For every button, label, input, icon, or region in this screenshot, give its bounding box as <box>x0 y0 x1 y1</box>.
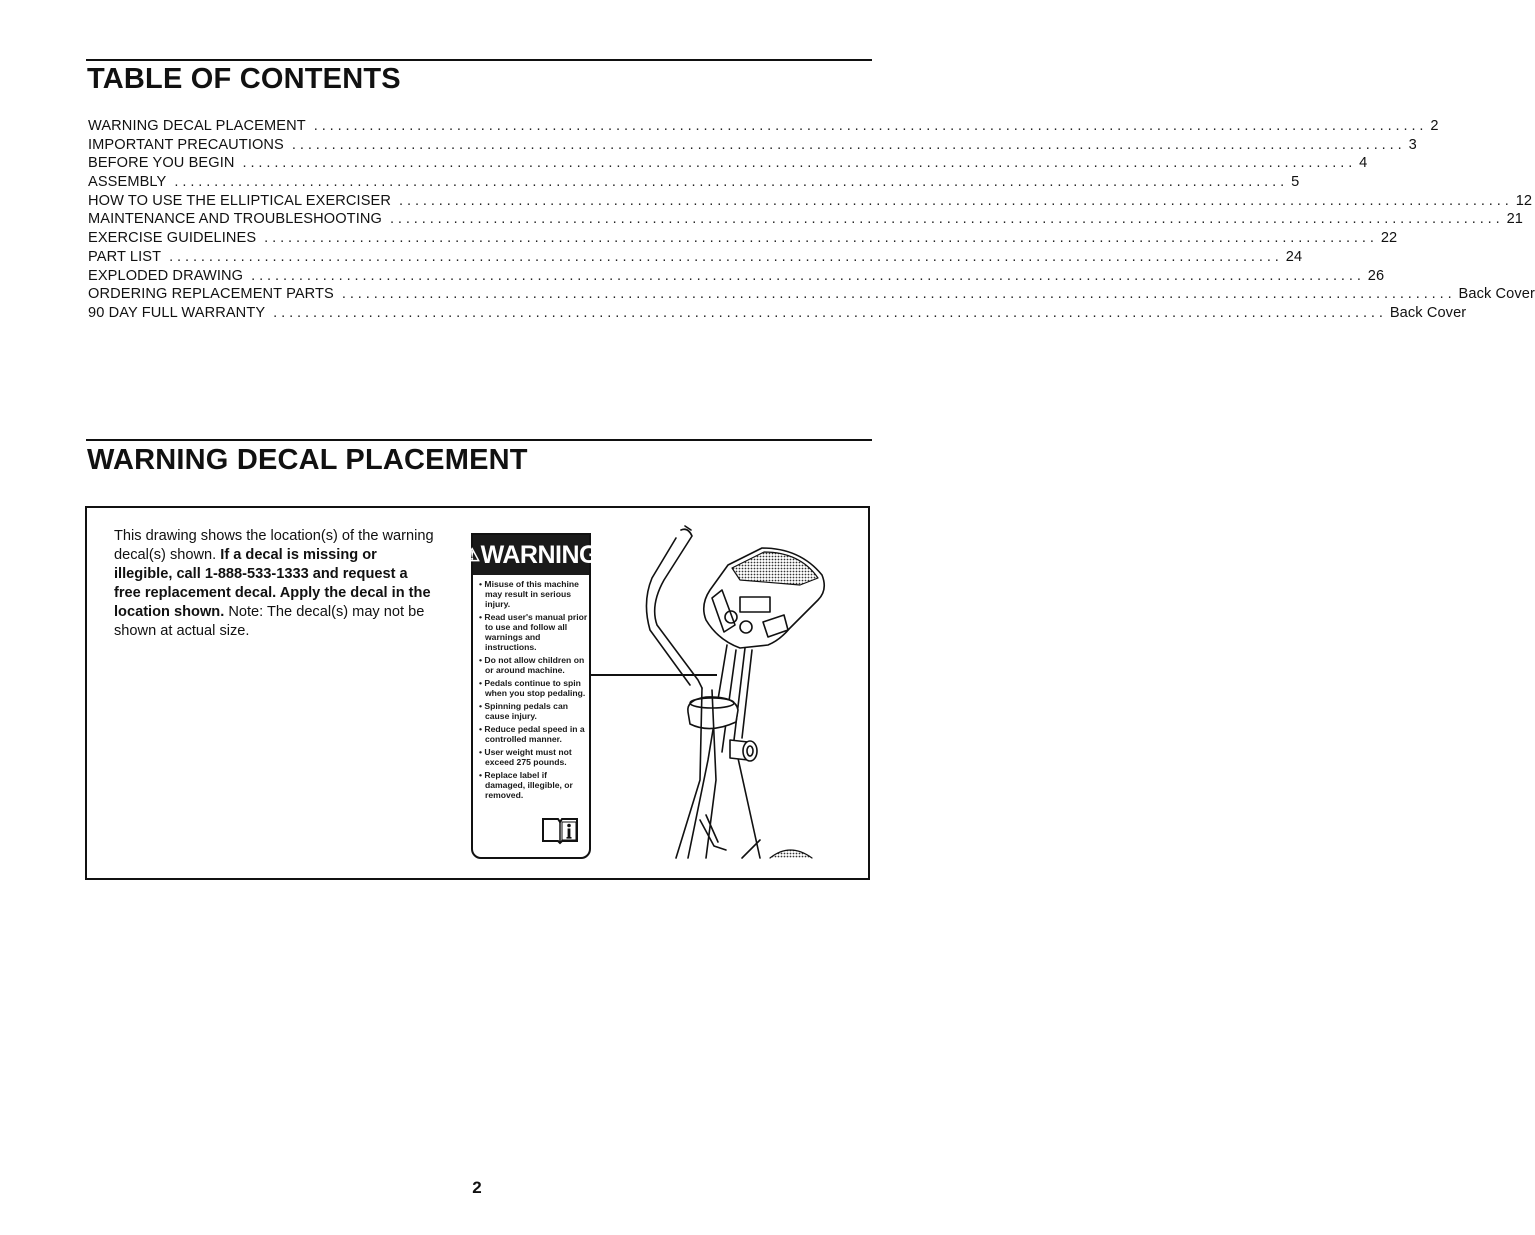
decal-instructions <box>114 527 434 641</box>
toc-dot-leader: ............................................................................................................................................ <box>169 248 1283 265</box>
warning-section-heading: WARNING DECAL PLACEMENT <box>87 444 528 476</box>
toc-entry-title: IMPORTANT PRECAUTIONS <box>88 136 284 153</box>
warning-decal-title: WARNING <box>480 540 598 569</box>
toc-entry-title: EXERCISE GUIDELINES <box>88 230 257 247</box>
toc-entry <box>88 285 1535 304</box>
warning-decal-image <box>464 533 598 859</box>
toc-entry-page: Back Cover <box>1458 286 1535 303</box>
page-number: 2 <box>472 1178 482 1197</box>
warning-decal-item: • Replace label if damaged, illegible, or removed. <box>479 770 589 800</box>
toc-top-rule <box>86 59 872 61</box>
toc-entry <box>88 210 1524 229</box>
warning-triangle-icon: ⚠ <box>464 544 480 565</box>
warning-decal-item: • Pedals continue to spin when you stop pedaling. <box>479 678 589 698</box>
toc-entry-page: 21 <box>1506 211 1524 228</box>
warning-decal-item: • User weight must not exceed 275 pounds. <box>479 747 589 767</box>
toc-entry-page: Back Cover <box>1389 304 1467 321</box>
warning-top-rule <box>86 439 872 441</box>
toc-dot-leader: ............................................................................................................................................ <box>399 192 1513 209</box>
toc-entry-page: 12 <box>1515 192 1533 209</box>
toc-list <box>88 117 1535 323</box>
toc-dot-leader: ............................................................................................................................................ <box>174 174 1289 191</box>
warning-decal-item: • Misuse of this machine may result in serious injury. <box>479 579 589 609</box>
toc-entry <box>88 304 1467 323</box>
toc-dot-leader: ............................................................................................................................................ <box>251 267 1365 284</box>
toc-dot-leader: ............................................................................................................................................ <box>264 230 1378 247</box>
toc-entry-title: 90 DAY FULL WARRANTY <box>88 304 266 321</box>
toc-entry <box>88 136 1417 155</box>
toc-entry-title: EXPLODED DRAWING <box>88 267 244 284</box>
decal-note-text: Note: The decal(s) may not be shown at actual size. <box>114 604 425 639</box>
toc-entry-page: 24 <box>1285 248 1303 265</box>
toc-entry-page: 26 <box>1367 267 1385 284</box>
toc-entry-page: 4 <box>1359 155 1368 172</box>
warning-decal-header <box>464 535 598 575</box>
warning-decal-item: • Read user's manual prior to use and follow all warnings and instructions. <box>479 612 589 652</box>
toc-heading: TABLE OF CONTENTS <box>87 63 401 95</box>
toc-entry <box>88 267 1385 286</box>
toc-dot-leader: ............................................................................................................................................ <box>242 155 1357 172</box>
toc-entry-title: PART LIST <box>88 248 162 265</box>
toc-entry-title: HOW TO USE THE ELLIPTICAL EXERCISER <box>88 192 392 209</box>
toc-entry <box>88 154 1368 173</box>
toc-entry-title: BEFORE YOU BEGIN <box>88 155 235 172</box>
warning-decal-item: • Reduce pedal speed in a controlled manner. <box>479 724 589 744</box>
toc-dot-leader: ............................................................................................................................................ <box>313 118 1428 134</box>
decal-intro-text: This drawing shows the location(s) of the warning decal(s) shown. <box>114 528 434 563</box>
toc-entry-title: ORDERING REPLACEMENT PARTS <box>88 286 334 303</box>
toc-dot-leader: ............................................................................................................................................ <box>389 211 1504 228</box>
toc-entry-title: MAINTENANCE AND TROUBLESHOOTING <box>88 211 382 228</box>
toc-entry <box>88 117 1439 136</box>
toc-dot-leader: ............................................................................................................................................ <box>341 286 1456 303</box>
toc-entry <box>88 248 1303 267</box>
toc-entry <box>88 192 1533 211</box>
elliptical-machine-drawing <box>600 525 835 865</box>
decal-bold-instruction: If a decal is missing or illegible, call 1-888-533-1333 and request a free replacement decal. Apply the decal in the location shown. <box>114 547 431 620</box>
toc-entry <box>88 229 1398 248</box>
toc-entry-page: 3 <box>1408 136 1417 153</box>
toc-entry-title: ASSEMBLY <box>88 174 167 191</box>
manual-info-icon <box>539 813 581 845</box>
toc-entry <box>88 173 1300 192</box>
toc-entry-page: 5 <box>1291 174 1300 191</box>
warning-decal-item: • Spinning pedals can cause injury. <box>479 701 589 721</box>
toc-entry-page: 22 <box>1380 230 1398 247</box>
warning-decal-items <box>473 579 589 800</box>
toc-entry-page: 2 <box>1430 118 1439 134</box>
toc-dot-leader: ............................................................................................................................................ <box>273 304 1387 321</box>
toc-entry-title: WARNING DECAL PLACEMENT <box>88 118 306 134</box>
warning-decal-item: • Do not allow children on or around machine. <box>479 655 589 675</box>
toc-dot-leader: ............................................................................................................................................ <box>291 136 1406 153</box>
